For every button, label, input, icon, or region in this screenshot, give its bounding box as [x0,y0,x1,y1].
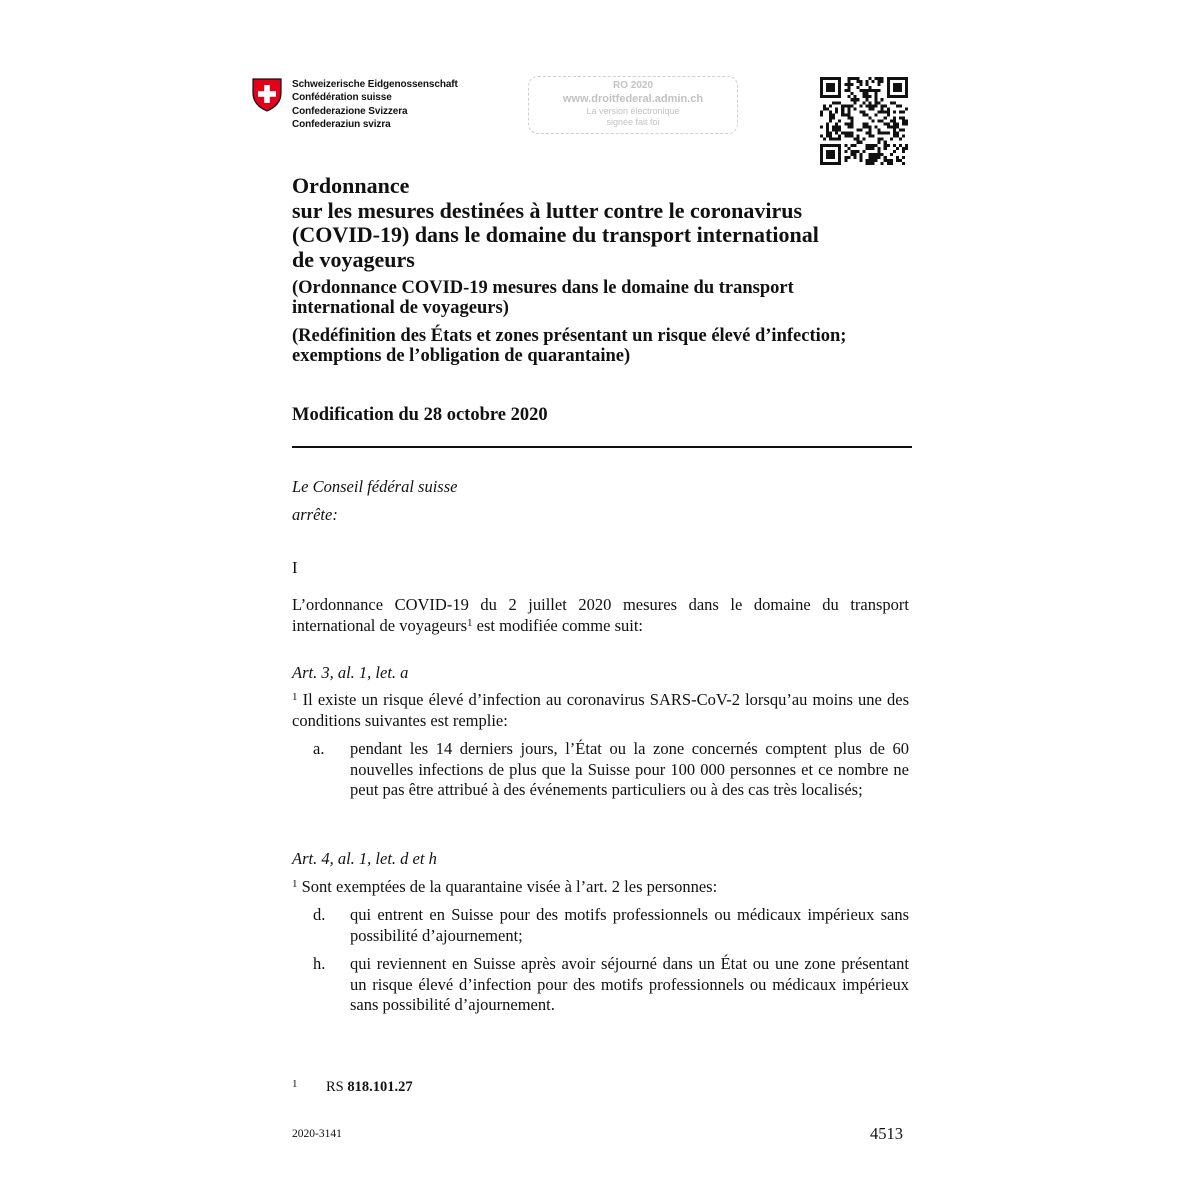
modification-date: Modification du 28 octobre 2020 [292,405,548,425]
intro-text: L’ordonnance COVID-19 du 2 juillet 2020 mesures dans le domaine du transport international de voyageurs [292,595,909,635]
document-number: 2020-3141 [292,1128,342,1140]
short-title [292,278,932,318]
article-4-paragraph [292,877,909,898]
article-4-heading: Art. 4, al. 1, let. d et h [292,849,437,868]
short-title-line: international de voyageurs) [292,298,509,318]
swiss-coat-of-arms-logo [252,78,282,112]
list-item-label-h: h. [313,954,326,973]
title-line: de voyageurs [292,246,415,272]
stamp-website: www.droitfederal.admin.ch [562,93,704,105]
qr-code [820,77,908,165]
intro-text-end: est modifiée comme suit: [472,615,643,635]
footnote-ref[interactable]: 1 [467,616,473,629]
issuing-authority: Le Conseil fédéral suisse [292,477,458,496]
paragraph-number: 1 [292,691,298,703]
confederation-name-de: Schweizerische Eidgenossenschaft [292,79,458,90]
official-publication-stamp [528,76,738,134]
subtitle-line: (Redéfinition des États et zones présentant un risque élevé d’infection; [292,326,847,346]
list-item-a: pendant les 14 derniers jours, l’État ou la zone concernés comptent plus de 60 nouvelles infections de plus que la Suisse pour 100 000 personnes et ce nombre ne peut pas être attribué à des événements particuliers ou à des cas très localisés; [350,739,909,799]
list-item-label-a: a. [313,739,325,758]
article-4-text: Sont exemptées de la quarantaine visée à l’art. 2 les personnes: [301,877,718,896]
title-line: (COVID-19) dans le domaine du transport international [292,222,819,247]
stamp-note-1: La version électronique [586,106,680,116]
footnote-text [326,1079,413,1096]
footnote-number: 1 [292,1078,298,1090]
article-3-heading: Art. 3, al. 1, let. a [292,663,409,682]
article-3-paragraph [292,690,909,731]
subtitle [292,326,932,366]
confederation-names [292,78,458,131]
list-item-h: qui reviennent en Suisse après avoir séjourné dans un État ou une zone présentant un risque élevé d’infection pour des motifs professionnels ou médicaux impérieux sans possibilité d’ajournement. [350,954,909,1014]
page-number: 4513 [870,1124,903,1143]
paragraph-number: 1 [292,878,298,890]
list-item-label-d: d. [313,905,326,924]
intro-paragraph [292,595,909,636]
footnote-prefix: RS [326,1079,348,1095]
short-title-line: (Ordonnance COVID-19 mesures dans le domaine du transport [292,278,794,298]
stamp-ro-number: RO 2020 [612,80,654,91]
confederation-name-it: Confederazione Svizzera [292,105,408,117]
stamp-note-2: signée fait foi [606,117,660,127]
section-number: I [292,558,298,577]
article-3-text: Il existe un risque élevé d’infection au coronavirus SARS-CoV-2 lorsqu’au moins une des conditions suivantes est remplie: [292,690,909,730]
footnote-reference[interactable]: 818.101.27 [347,1079,413,1095]
list-item-d: qui entrent en Suisse pour des motifs professionnels ou médicaux impérieux sans possibilité d’ajournement; [350,905,909,945]
decree-verb: arrête: [292,505,338,524]
confederation-name-rm: Confederaziun svizra [292,118,391,130]
subtitle-line: exemptions de l’obligation de quarantaine) [292,346,631,366]
horizontal-divider [292,446,912,448]
title-line: sur les mesures destinées à lutter contre le coronavirus [292,197,803,223]
confederation-name-fr: Confédération suisse [292,92,392,104]
document-title [292,174,932,272]
title-line: Ordonnance [292,173,410,198]
